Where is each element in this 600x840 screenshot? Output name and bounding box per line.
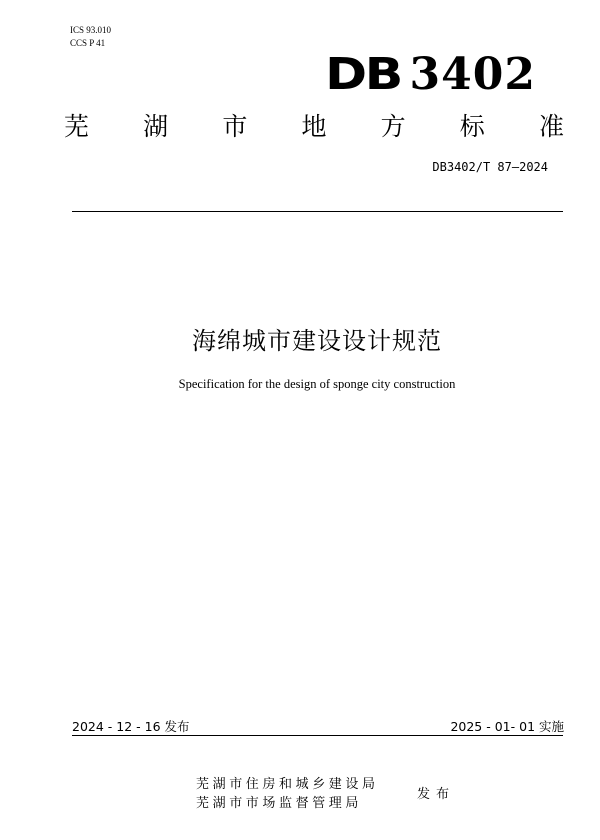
db-number: 3402 <box>409 49 536 100</box>
standard-type-char: 湖 <box>143 112 169 141</box>
ccs-code: CCS P 41 <box>70 38 106 48</box>
standard-type-char: 准 <box>538 112 564 141</box>
standard-type-char: 方 <box>380 112 406 141</box>
db-letters: DB <box>325 49 402 100</box>
standard-type <box>64 110 564 144</box>
standard-type-char: 芜 <box>64 112 90 141</box>
issue-date: 2024 - 12 - 16 发布 <box>72 719 190 734</box>
standard-type-char: 标 <box>459 112 485 141</box>
issue-action: 发布 <box>417 787 456 802</box>
ics-code: ICS 93.010 <box>70 25 112 35</box>
standard-number: DB3402/T 87—2024 <box>432 160 548 174</box>
title-chinese: 海绵城市建设设计规范 <box>192 327 442 355</box>
standard-type-char: 地 <box>301 112 327 141</box>
top-divider <box>72 211 563 212</box>
db-standard-code <box>325 46 536 100</box>
standard-type-char: 市 <box>222 112 248 141</box>
issuing-agencies <box>196 775 379 813</box>
bottom-divider <box>72 735 563 736</box>
issuer-name: 芜湖市住房和城乡建设局 <box>196 777 379 792</box>
implementation-date: 2025 - 01- 01 实施 <box>450 719 564 734</box>
issuer-name: 芜湖市市场监督管理局 <box>196 796 363 811</box>
classification-codes <box>70 24 111 50</box>
title-english: Specification for the design of sponge city construction <box>178 377 456 391</box>
